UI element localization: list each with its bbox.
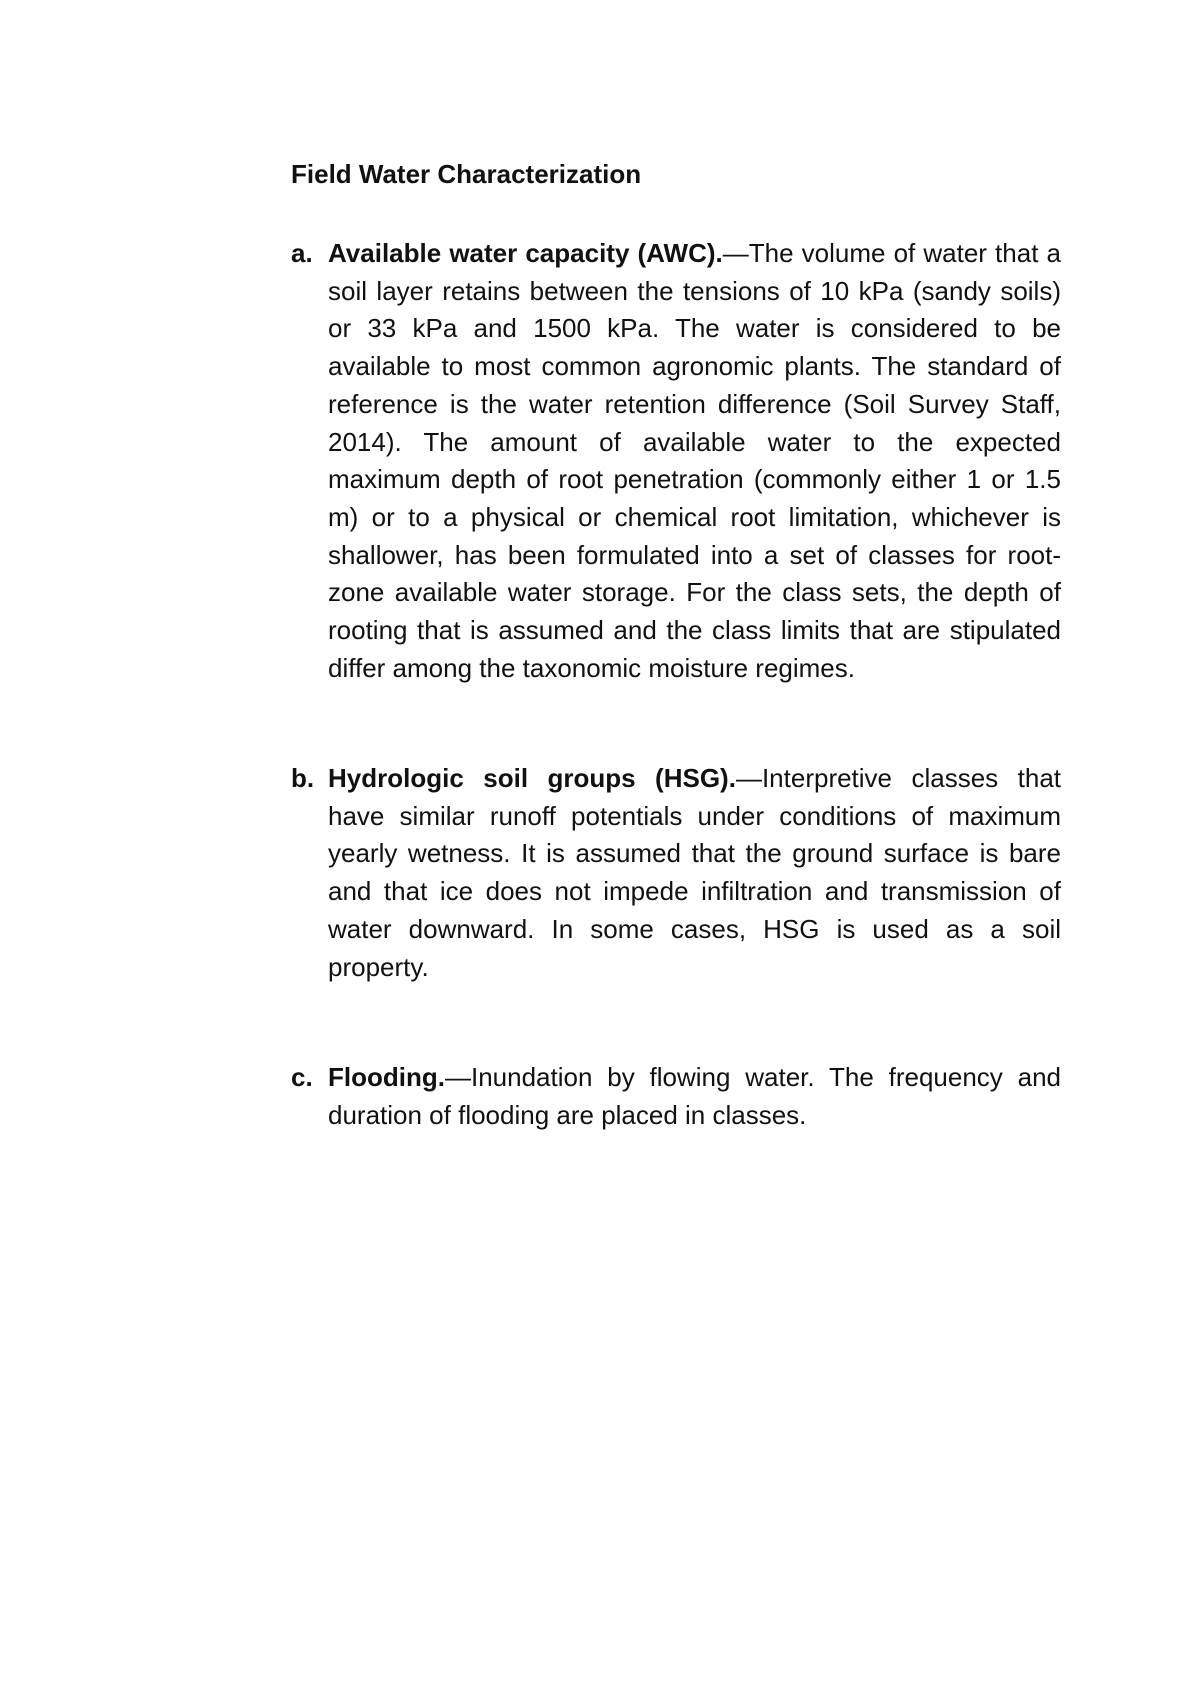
list-item-awc — [291, 235, 1061, 687]
list-marker: c. — [291, 1062, 313, 1092]
term-definition: —Inundation by flowing water. The frequency and duration of flooding are placed in classes. — [328, 1062, 1061, 1130]
term-definition: —Interpretive classes that have similar runoff potentials under conditions of maximum yearly wetness. It is assumed that the ground surface is bare and that ice does not impede infiltration and transmission of water downward. In some cases, HSG is used as a soil property. — [328, 763, 1061, 982]
term-definition: —The volume of water that a soil layer retains between the tensions of 10 kPa (sandy soils) or 33 kPa and 1500 kPa. The water is considered to be available to most common agronomic plants. The standard of reference is the water retention difference (Soil Survey Staff, 2014). The amount of available water to the expected maximum depth of root penetration (commonly either 1 or 1.5 m) or to a physical or chemical root limitation, whichever is shallower, has been formulated into a set of classes for root-zone available water storage. For the class sets, the depth of rooting that is assumed and the class limits that are stipulated differ among the taxonomic moisture regimes. — [328, 238, 1062, 683]
list-item-body — [328, 760, 1061, 986]
list-marker: b. — [291, 763, 315, 793]
term-heading: Available water capacity (AWC). — [328, 238, 723, 268]
list-item-hsg — [291, 760, 1061, 986]
document-title: Field Water Characterization — [291, 159, 642, 189]
term-heading: Flooding. — [328, 1062, 445, 1092]
list-item-body — [328, 1059, 1061, 1134]
list-item-body — [328, 235, 1061, 687]
list-item-flooding — [291, 1059, 1061, 1134]
term-heading: Hydrologic soil groups (HSG). — [328, 763, 736, 793]
list-marker: a. — [291, 238, 313, 268]
